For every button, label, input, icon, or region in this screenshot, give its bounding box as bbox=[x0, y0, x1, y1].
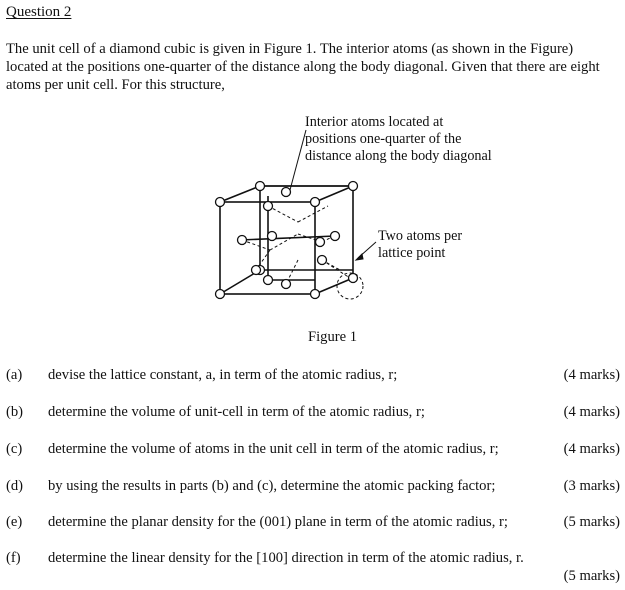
question-item bbox=[0, 478, 625, 498]
atom bbox=[316, 238, 325, 247]
question-marks: (3 marks) bbox=[563, 478, 620, 494]
cube-edge bbox=[315, 186, 353, 202]
atom bbox=[216, 290, 225, 299]
question-label: (d) bbox=[6, 478, 24, 494]
question-item bbox=[0, 514, 625, 534]
question-item bbox=[0, 441, 625, 461]
annotation-lattice-point: Two atoms per lattice point bbox=[378, 228, 463, 261]
question-marks: (4 marks) bbox=[563, 367, 620, 383]
question-text: determine the volume of atoms in the unit cell in term of the atomic radius, r; bbox=[48, 441, 499, 457]
atom bbox=[264, 276, 273, 285]
atom bbox=[311, 198, 320, 207]
atom bbox=[311, 290, 320, 299]
atom bbox=[216, 198, 225, 207]
atom bbox=[331, 232, 340, 241]
question-item bbox=[0, 550, 625, 570]
question-heading: Question 2 bbox=[6, 4, 72, 20]
atom bbox=[268, 232, 277, 241]
question-label: (a) bbox=[6, 367, 23, 383]
atom bbox=[282, 280, 291, 289]
atom bbox=[252, 266, 261, 275]
question-marks: (5 marks) bbox=[563, 514, 620, 530]
atom bbox=[349, 182, 358, 191]
question-marks: (4 marks) bbox=[563, 404, 620, 420]
cube-edge bbox=[220, 186, 260, 202]
atom bbox=[256, 182, 265, 191]
question-text: by using the results in parts (b) and (c), determine the atomic packing factor; bbox=[48, 478, 496, 494]
intro-paragraph: The unit cell of a diamond cubic is given in Figure 1. The interior atoms (as shown in the Figure) located at the positions one-quarter of the distance along the body diagonal. Given that there are eight atoms per unit cell. For this structure, bbox=[6, 41, 600, 93]
leader-line bbox=[290, 130, 306, 190]
question-item bbox=[0, 404, 625, 424]
question-marks: (4 marks) bbox=[563, 441, 620, 457]
atom bbox=[318, 256, 327, 265]
question-label: (f) bbox=[6, 550, 21, 566]
question-text: determine the volume of unit-cell in term of the atomic radius, r; bbox=[48, 404, 425, 420]
figure-caption: Figure 1 bbox=[308, 329, 358, 345]
question-text: determine the planar density for the (001) plane in term of the atomic radius, r; bbox=[48, 514, 508, 530]
question-text: devise the lattice constant, a, in term of the atomic radius, r; bbox=[48, 367, 398, 383]
question-text: determine the linear density for the [100] direction in term of the atomic radius, r. bbox=[48, 550, 524, 566]
atom bbox=[264, 202, 273, 211]
question-label: (e) bbox=[6, 514, 23, 530]
question-label: (b) bbox=[6, 404, 24, 420]
question-marks: (5 marks) bbox=[563, 568, 620, 584]
atom bbox=[238, 236, 247, 245]
atom bbox=[282, 188, 291, 197]
annotation-interior-atoms: Interior atoms located at positions one-quarter of the distance along the body diagonal bbox=[305, 114, 492, 164]
cube-edge bbox=[315, 278, 353, 294]
atom bbox=[349, 274, 358, 283]
question-label: (c) bbox=[6, 441, 23, 457]
question-item bbox=[0, 367, 625, 387]
